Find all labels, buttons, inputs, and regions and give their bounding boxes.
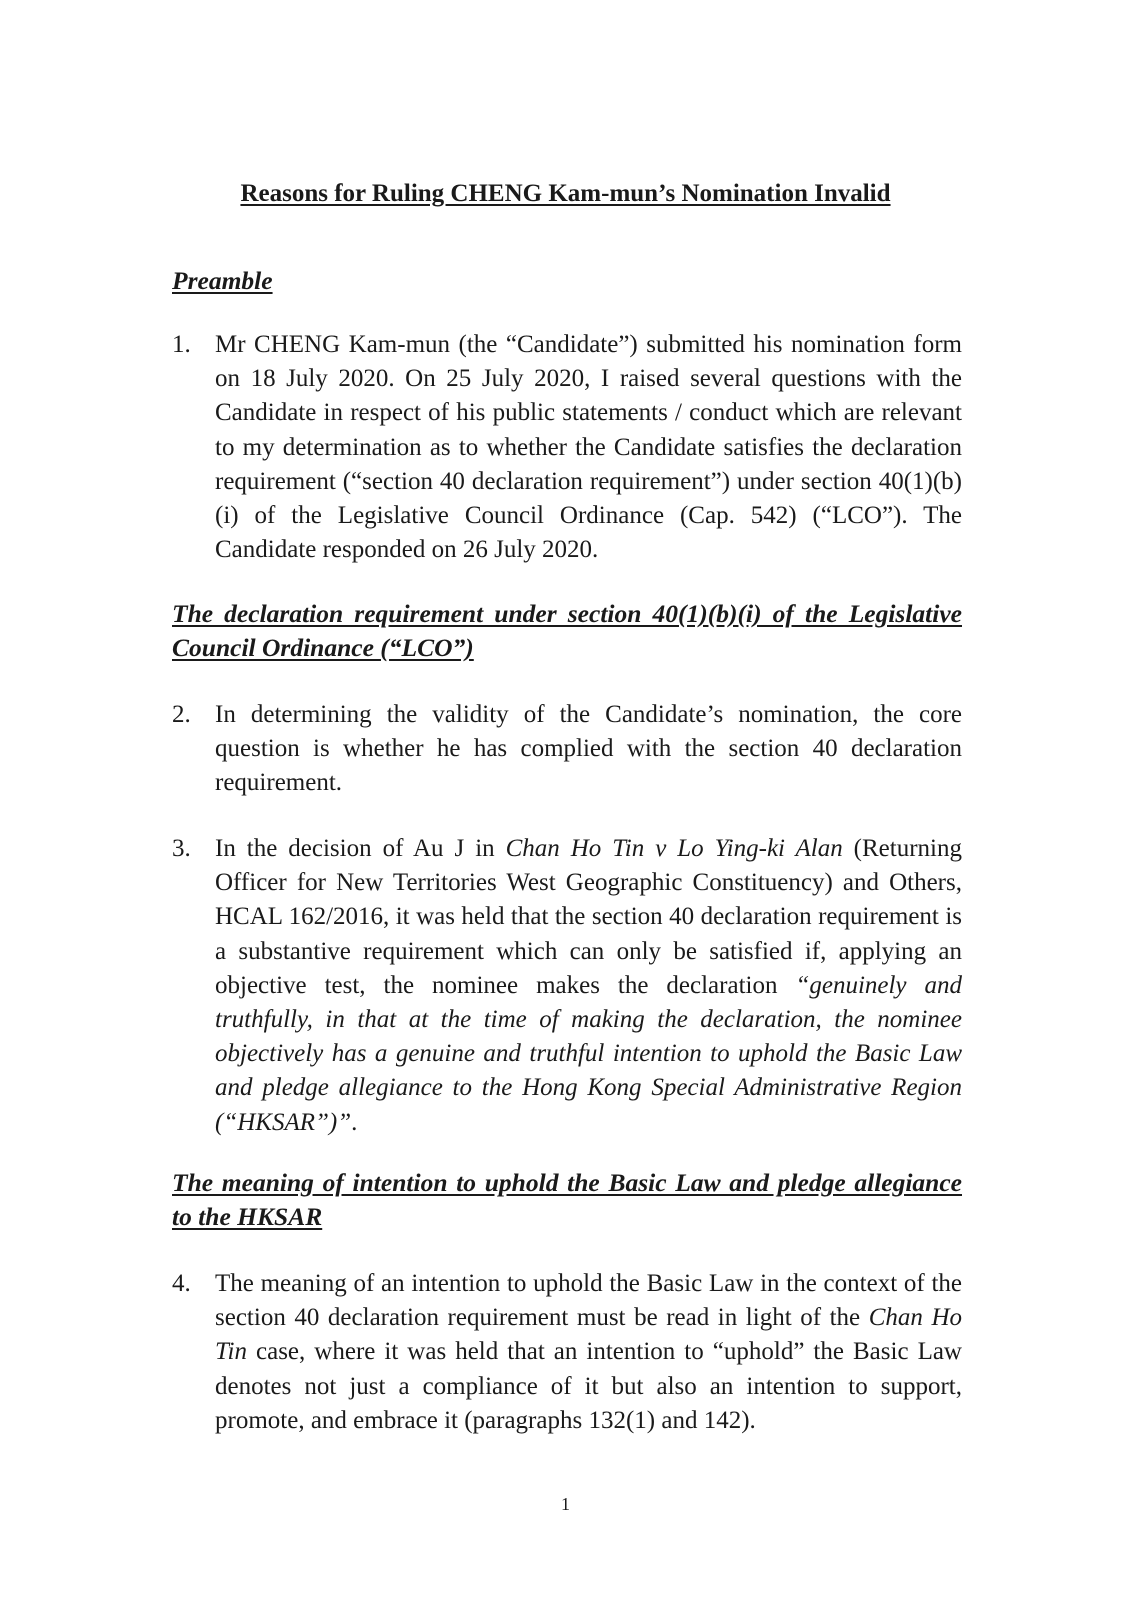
heading-meaning-of-intention: The meaning of intention to uphold the Basic Law and pledge allegiance to the HKSAR bbox=[172, 1168, 962, 1231]
case-name: Chan Ho Tin v Lo Ying-ki Alan bbox=[505, 835, 843, 862]
paragraph-number: 2. bbox=[172, 701, 191, 728]
paragraph-number: 1. bbox=[172, 331, 191, 358]
case-name: Chan Ho Tin bbox=[215, 1304, 962, 1366]
heading-declaration-requirement: The declaration requirement under section 40(1)(b)(i) of the Legislative Council Ordinance (“LCO”) bbox=[172, 599, 962, 662]
paragraph-text: The meaning of an intention to uphold the Basic Law in the context of the section 40 declaration requirement must be read in light of the Chan Ho Tin case, where it was held that an intention to “uphold” the Basic Law denotes not just a compliance of it but also an intention to support, promote, and embrace it (paragraphs 132(1) and 142). bbox=[215, 1270, 962, 1434]
page-number: 1 bbox=[561, 1494, 570, 1514]
paragraph-text: In determining the validity of the Candidate’s nomination, the core question is whether he has complied with the section 40 declaration requirement. bbox=[215, 701, 962, 797]
quotation: “genuinely and truthfully, in that at the time of making the declaration, the nominee objectively has a genuine and truthful intention to uphold the Basic Law and pledge allegiance to the Hong Kong Special Administrative Region (“HKSAR”)” bbox=[215, 971, 962, 1136]
paragraph-4 bbox=[172, 1267, 962, 1438]
paragraph-text: Mr CHENG Kam-mun (the “Candidate”) submitted his nomination form on 18 July 2020. On 25 July 2020, I raised several questions with the Candidate in respect of his public statements / conduct which are relevant to my determination as to whether the Candidate satisfies the declaration requirement (“section 40 declaration requirement”) under section 40(1)(b)(i) of the Legislative Council Ordinance (Cap. 542) (“LCO”). The Candidate responded on 26 July 2020. bbox=[215, 331, 962, 564]
document-title: Reasons for Ruling CHENG Kam-mun’s Nomination Invalid bbox=[240, 180, 891, 207]
paragraph-2 bbox=[172, 698, 962, 801]
paragraph-3 bbox=[172, 832, 962, 1140]
paragraph-number: 4. bbox=[172, 1270, 191, 1297]
paragraph-number: 3. bbox=[172, 835, 191, 862]
paragraph-text: In the decision of Au J in Chan Ho Tin v Lo Ying-ki Alan (Returning Officer for New Territories West Geographic Constituency) and Others, HCAL 162/2016, it was held that the section 40 declaration requirement is a substantive requirement which can only be satisfied if, applying an objective test, the nominee makes the declaration “genuinely and truthfully, in that at the time of making the declaration, the nominee objectively has a genuine and truthful intention to uphold the Basic Law and pledge allegiance to the Hong Kong Special Administrative Region (“HKSAR”)”. bbox=[215, 835, 962, 1136]
paragraph-1 bbox=[172, 328, 962, 567]
heading-preamble: Preamble bbox=[172, 266, 273, 295]
